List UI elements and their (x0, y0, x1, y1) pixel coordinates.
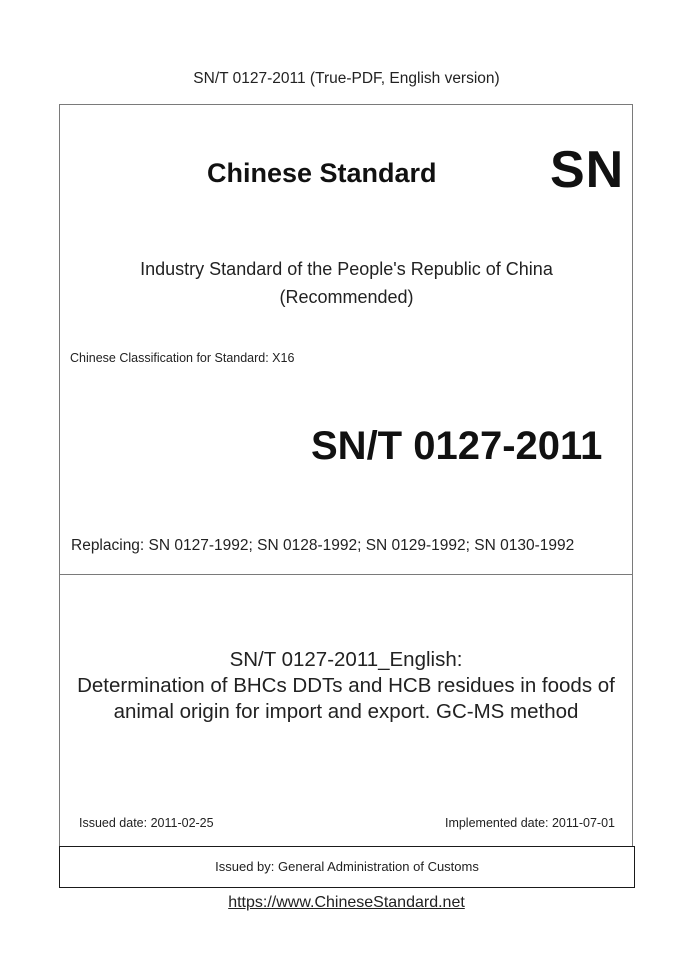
document-header-title: SN/T 0127-2011 (True-PDF, English version) (193, 70, 500, 87)
classification-text: Chinese Classification for Standard: X16 (70, 351, 295, 365)
title-line-2: Determination of BHCs DDTs and HCB residues in foods of (77, 674, 615, 697)
standard-number: SN/T 0127-2011 (311, 424, 603, 468)
standard-type-mark: SN (550, 141, 625, 199)
issued-by-text: Issued by: General Administration of Customs (215, 859, 479, 874)
title-line-3: animal origin for import and export. GC-MS method (113, 700, 579, 723)
title-line-1: SN/T 0127-2011_English: (229, 648, 463, 671)
replacing-text: Replacing: SN 0127-1992; SN 0128-1992; SN 0129-1992; SN 0130-1992 (71, 537, 575, 554)
industry-standard-line: Industry Standard of the People's Republic of China (140, 259, 553, 279)
cover-heading: Chinese Standard (207, 158, 437, 188)
recommended-label: (Recommended) (279, 287, 414, 307)
website-link[interactable]: https://www.ChineseStandard.net (228, 894, 465, 911)
issued-date: Issued date: 2011-02-25 (79, 816, 214, 830)
document-title (59, 647, 633, 725)
implemented-date: Implemented date: 2011-07-01 (444, 816, 615, 830)
